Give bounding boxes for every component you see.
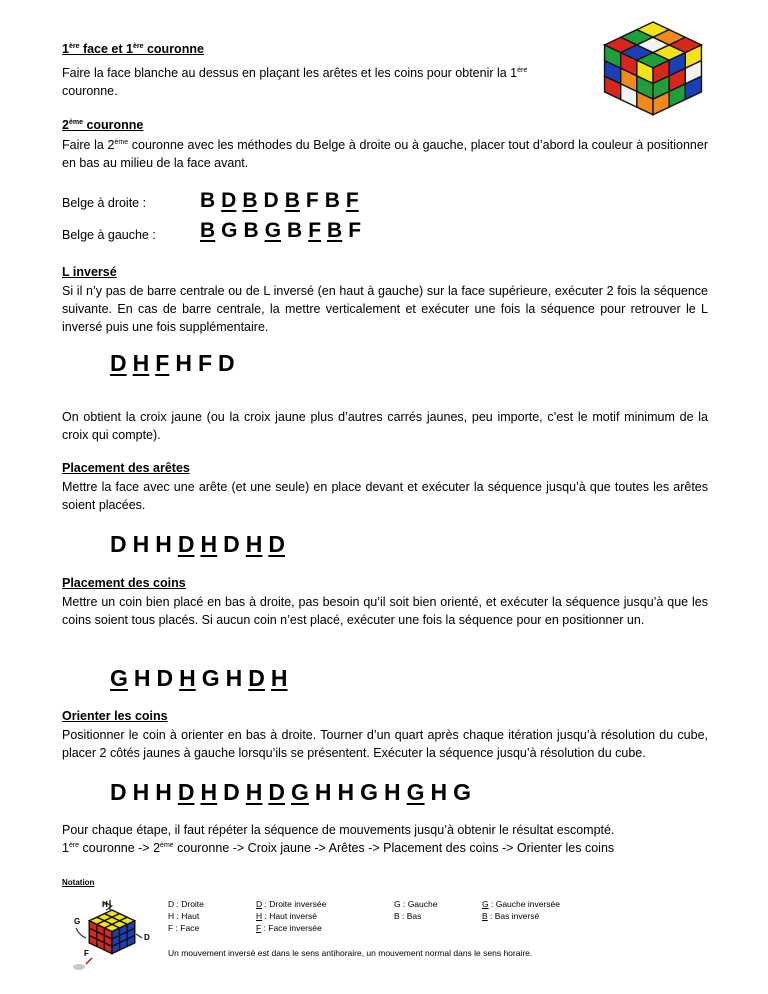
move-3: H	[179, 665, 196, 691]
move-2: B	[243, 219, 259, 242]
move-1: G	[221, 219, 238, 242]
move-7: D	[268, 531, 285, 557]
move-4: G	[201, 665, 220, 691]
move-13: G	[406, 779, 425, 805]
move-5: D	[218, 350, 235, 376]
move-2: B	[242, 189, 258, 212]
summary-line2: 1ère couronne -> 2ème couronne -> Croix jaune -> Arêtes -> Placement des coins -> Orienter les coins	[62, 841, 615, 855]
belge-gauche-sequence	[200, 219, 367, 243]
coins-sequence	[110, 665, 294, 692]
summary-line1: Pour chaque étape, il faut répéter la séquence de mouvements jusqu’à obtenir le résultat escompté.	[62, 823, 615, 837]
move-5: D	[223, 779, 240, 805]
move-4: F	[197, 350, 212, 376]
section5-text: Mettre un coin bien placé en bas à droite, pas besoin qu’il soit bien orienté, et exécuter la séquence jusqu’à que les coins soient tous placés. Si aucun coin n’est placé, exécuter une fois la séquence pour en positionner un.	[62, 595, 708, 627]
section6-title: Orienter les coins	[62, 709, 168, 723]
belge-droite-label: Belge à droite :	[62, 196, 147, 210]
orienter-sequence	[110, 779, 477, 806]
move-3: H	[175, 350, 192, 376]
move-5: F	[305, 189, 319, 212]
move-6: H	[245, 531, 263, 557]
move-6: D	[248, 665, 265, 691]
move-2: H	[155, 779, 172, 805]
section6-text: Positionner le coin à orienter en bas à droite. Tourner d’un quart après chaque itération jusqu’à résolution du cube, placer 2 côtés jaunes à gauche lorsqu’ils se présentent. Exécuter la séquence jusqu’à résolution du cube.	[62, 728, 708, 760]
diagram-label-h: H	[102, 900, 108, 909]
notation-cube-diagram	[66, 898, 160, 976]
move-0: B	[200, 189, 216, 212]
move-12: H	[384, 779, 401, 805]
move-2: D	[156, 665, 174, 691]
section1-text: Faire la face blanche au dessus en plaçant les arêtes et les coins pour obtenir la 1ère couronne.	[62, 66, 528, 98]
notation-title: Notation	[62, 878, 95, 887]
move-3: G	[264, 219, 282, 242]
move-0: D	[110, 531, 127, 557]
move-1: H	[132, 350, 150, 376]
move-0: G	[110, 665, 128, 691]
move-7: H	[270, 665, 288, 691]
move-0: D	[110, 779, 127, 805]
move-14: H	[430, 779, 448, 805]
section3-result: On obtient la croix jaune (ou la croix jaune plus d’autres carrés jaunes, peu importe, c’est le motif minimum de la croix qui compte).	[62, 410, 708, 442]
diagram-label-d: D	[144, 933, 150, 942]
notation-col1: D : Droite H : Haut F : Face	[168, 899, 204, 933]
rubiks-cube-image	[598, 18, 708, 118]
diagram-label-g: G	[74, 917, 81, 926]
move-6: B	[327, 219, 343, 242]
move-3: D	[177, 779, 195, 805]
move-5: F	[308, 219, 322, 242]
move-8: G	[291, 779, 309, 805]
section3-title: L inversé	[62, 265, 117, 279]
move-5: D	[223, 531, 240, 557]
move-1: D	[221, 189, 237, 212]
move-11: G	[360, 779, 379, 805]
move-7: F	[345, 189, 359, 212]
move-3: D	[263, 189, 279, 212]
move-6: B	[324, 189, 340, 212]
move-2: F	[155, 350, 170, 376]
section2-text: Faire la 2ème couronne avec les méthodes du Belge à droite ou à gauche, placer tout d’abord la couleur à positionner en bas au milieu de la face avant.	[62, 138, 708, 170]
move-3: D	[177, 531, 195, 557]
aretes-sequence	[110, 531, 291, 558]
notation-col2: D : Droite inversée H : Haut inversé F : Face inversée	[256, 899, 327, 933]
move-0: D	[110, 350, 127, 376]
notation-footer: Un mouvement inversé est dans le sens antihoraire, un mouvement normal dans le sens horaire.	[168, 948, 533, 958]
move-7: F	[348, 219, 362, 242]
section1-title: 1ère face et 1ère couronne	[62, 42, 204, 56]
move-2: H	[155, 531, 172, 557]
move-4: H	[200, 779, 218, 805]
section5-title: Placement des coins	[62, 576, 186, 590]
move-15: G	[453, 779, 472, 805]
move-10: H	[337, 779, 355, 805]
belge-droite-sequence	[200, 189, 365, 213]
section2-title: 2ème couronne	[62, 118, 144, 132]
l-inverse-sequence	[110, 350, 241, 377]
belge-gauche-label: Belge à gauche :	[62, 228, 156, 242]
move-1: H	[133, 665, 151, 691]
move-9: H	[314, 779, 332, 805]
move-0: B	[200, 219, 216, 242]
diagram-label-f: F	[84, 949, 89, 958]
section4-text: Mettre la face avec une arête (et une seule) en place devant et exécuter la séquence jusqu’à que toutes les arêtes soient placées.	[62, 480, 708, 512]
move-1: H	[132, 779, 150, 805]
section4-title: Placement des arêtes	[62, 461, 190, 475]
move-6: H	[245, 779, 263, 805]
move-4: B	[287, 219, 303, 242]
move-1: H	[132, 531, 150, 557]
move-4: B	[284, 189, 300, 212]
notation-col3: G : Gauche B : Bas	[394, 899, 438, 921]
move-7: D	[268, 779, 285, 805]
move-5: H	[225, 665, 243, 691]
notation-col4: G : Gauche inversée B : Bas inversé	[482, 899, 560, 921]
move-4: H	[200, 531, 218, 557]
section3-text: Si il n’y pas de barre centrale ou de L inversé (en haut à gauche) sur la face supérieure, exécuter 2 fois la séquence suivante. En cas de barre centrale, la mettre verticalement et exécuter une fois la séquence pour retrouver le L inversé puis une fois supplémentaire.	[62, 284, 708, 334]
